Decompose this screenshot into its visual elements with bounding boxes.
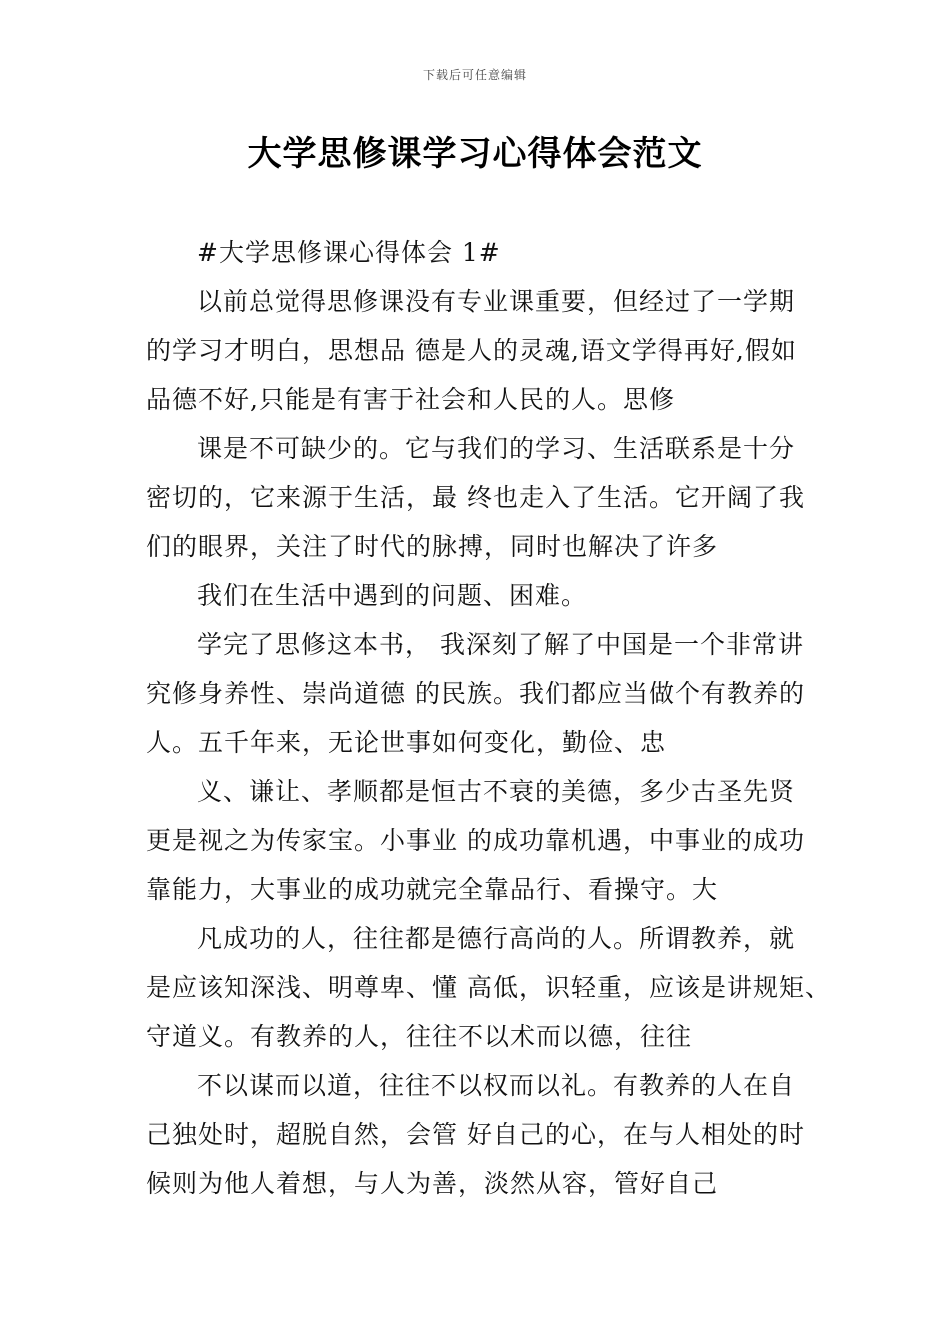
paragraph-line: #大学思修课心得体会 1# [197,238,501,267]
paragraph [146,277,826,424]
paragraph [146,620,826,767]
paragraph-line: 学完了思修这本书， 我深刻了解了中国是一个非常讲 [197,630,804,659]
paragraph-line: 课是不可缺少的。它与我们的学习、生活联系是十分 [197,434,796,463]
paragraph-line: 义、谦让、孝顺都是恒古不衰的美德，多少古圣先贤 [197,777,796,806]
paragraph-line: 靠能力，大事业的成功就完全靠品行、看操守。大 [146,875,719,904]
paragraph [146,1061,826,1208]
paragraph-line: 凡成功的人，往往都是德行高尚的人。所谓教养，就 [197,924,796,953]
paragraph-line: 更是视之为传家宝。小事业 的成功靠机遇，中事业的成功 [146,826,805,855]
paragraph-line: 品德不好,只能是有害于社会和人民的人。思修 [146,385,675,414]
paragraph-line: 不以谋而以道，往往不以权而以礼。有教养的人在自 [197,1071,796,1100]
paragraph-line: 我们在生活中遇到的问题、困难。 [197,581,588,610]
paragraph [146,571,826,620]
paragraph-line: 们的眼界，关注了时代的脉搏，同时也解决了许多 [146,532,719,561]
page-title: 大学思修课学习心得体会范文 [247,134,703,174]
paragraph-line: 是应该知深浅、明尊卑、懂 高低，识轻重，应该是讲规矩、 [146,973,831,1002]
document-body [146,228,831,1208]
paragraph-line: 的学习才明白，思想品 德是人的灵魂,语文学得再好,假如 [146,336,797,365]
paragraph-line: 己独处时，超脱自然，会管 好自己的心，在与人相处的时 [146,1120,805,1149]
paragraph-line: 以前总觉得思修课没有专业课重要，但经过了一学期 [197,287,796,316]
paragraph-line: 守道义。有教养的人，往往不以术而以德，往往 [146,1022,693,1051]
header-note: 下载后可任意编辑 [422,68,527,82]
paragraph-line: 人。五千年来，无论世事如何变化，勤俭、忠 [146,728,667,757]
paragraph [146,228,826,277]
paragraph-line: 候则为他人着想，与人为善，淡然从容，管好自己 [146,1169,719,1198]
paragraph [146,424,826,571]
paragraph [146,914,831,1061]
paragraph-line: 究修身养性、崇尚道德 的民族。我们都应当做个有教养的 [146,679,805,708]
paragraph-line: 密切的，它来源于生活，最 终也走入了生活。它开阔了我 [146,483,805,512]
paragraph [146,767,826,914]
